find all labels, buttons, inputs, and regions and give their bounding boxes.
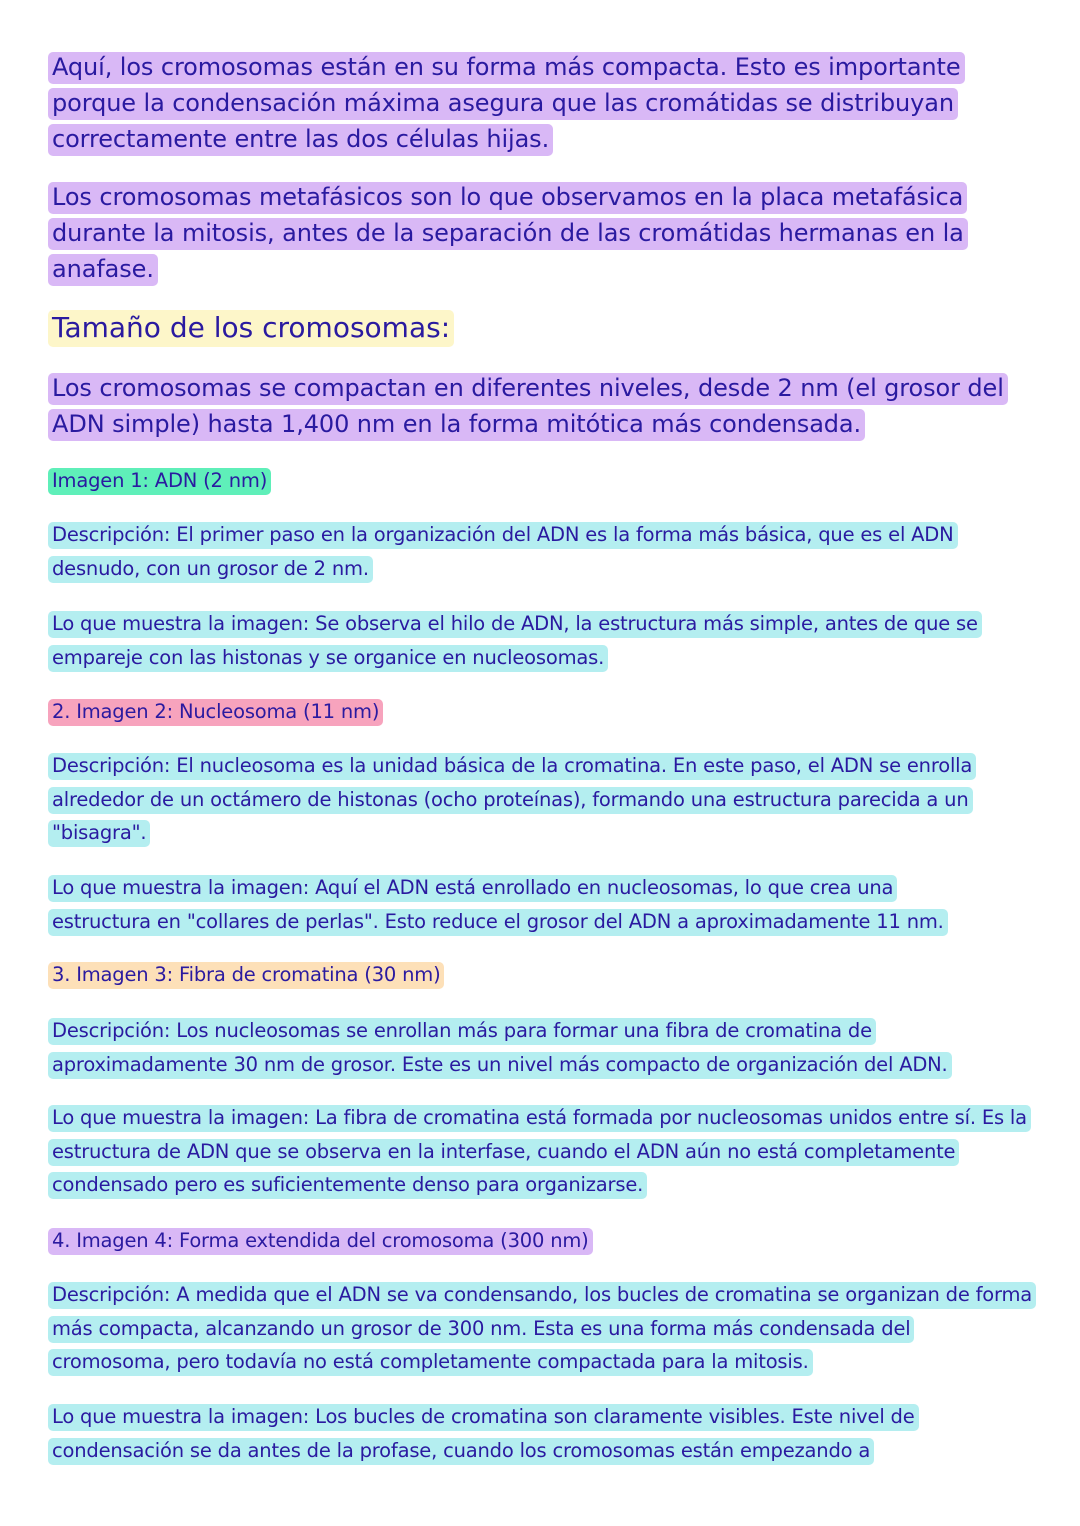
- paragraph-text: Lo que muestra la imagen: La fibra de cromatina está formada por nucleosomas unidos entre sí. Es la estructura de ADN que se observa en la interfase, cuando el ADN aún no está completamente condensado pero es suficientemente denso para organizarse.: [48, 1105, 1031, 1199]
- paragraph-text: Los cromosomas se compactan en diferentes niveles, desde 2 nm (el grosor del ADN simple) hasta 1,400 nm en la forma mitótica más condensada.: [48, 373, 1008, 441]
- paragraph-text: Aquí, los cromosomas están en su forma más compacta. Esto es importante porque la condensación máxima asegura que las cromátidas se distribuyan correctamente entre las dos células hijas.: [48, 52, 965, 156]
- section-heading: [48, 308, 948, 348]
- image-1-description: [48, 518, 1008, 585]
- image-4-title: [48, 1224, 948, 1258]
- image-2-title: [48, 695, 948, 729]
- paragraph-text: Lo que muestra la imagen: Aquí el ADN está enrollado en nucleosomas, lo que crea una estructura en "collares de perlas". Esto reduce el grosor del ADN a aproximadamente 11 nm.: [48, 875, 948, 936]
- paragraph-compact-form: [48, 49, 968, 157]
- heading-text: Tamaño de los cromosomas:: [48, 310, 454, 347]
- paragraph-text: Descripción: El primer paso en la organización del ADN es la forma más básica, que es el ADN desnudo, con un grosor de 2 nm.: [48, 522, 958, 583]
- title-text: Imagen 1: ADN (2 nm): [48, 468, 271, 495]
- paragraph-text: Descripción: El nucleosoma es la unidad básica de la cromatina. En este paso, el ADN se enrolla alrededor de un octámero de histonas (ocho proteínas), formando una estructura parecida a un "bisagra".: [48, 753, 976, 847]
- image-3-description: [48, 1014, 1003, 1081]
- title-text: 4. Imagen 4: Forma extendida del cromosoma (300 nm): [48, 1228, 593, 1255]
- paragraph-text: Descripción: Los nucleosomas se enrollan más para formar una fibra de cromatina de aproximadamente 30 nm de grosor. Este es un nivel más compacto de organización del ADN.: [48, 1018, 952, 1079]
- title-text: 3. Imagen 3: Fibra de cromatina (30 nm): [48, 962, 444, 989]
- paragraph-text: Lo que muestra la imagen: Los bucles de cromatina son claramente visibles. Este nivel de condensación se da antes de la profase, cuando los cromosomas están empezando a: [48, 1404, 919, 1465]
- title-text: 2. Imagen 2: Nucleosoma (11 nm): [48, 699, 383, 726]
- image-1-title: [48, 464, 948, 498]
- paragraph-metaphase-chromosomes: [48, 179, 968, 287]
- image-4-description: [48, 1278, 1033, 1379]
- image-2-description: [48, 749, 1038, 850]
- image-2-what-it-shows: [48, 871, 998, 938]
- image-3-title: [48, 958, 948, 992]
- paragraph-text: Lo que muestra la imagen: Se observa el hilo de ADN, la estructura más simple, antes de que se empareje con las histonas y se organice en nucleosomas.: [48, 611, 982, 672]
- image-1-what-it-shows: [48, 607, 1028, 674]
- paragraph-chromosome-size: [48, 370, 1008, 442]
- paragraph-text: Los cromosomas metafásicos son lo que observamos en la placa metafásica durante la mitosis, antes de la separación de las cromátidas hermanas en la anafase.: [48, 182, 968, 286]
- paragraph-text: Descripción: A medida que el ADN se va condensando, los bucles de cromatina se organizan de forma más compacta, alcanzando un grosor de 300 nm. Esta es una forma más condensada del cromosoma, pero todavía no está completamente compactada para la mitosis.: [48, 1282, 1036, 1376]
- image-4-what-it-shows: [48, 1400, 968, 1467]
- image-3-what-it-shows: [48, 1101, 1038, 1202]
